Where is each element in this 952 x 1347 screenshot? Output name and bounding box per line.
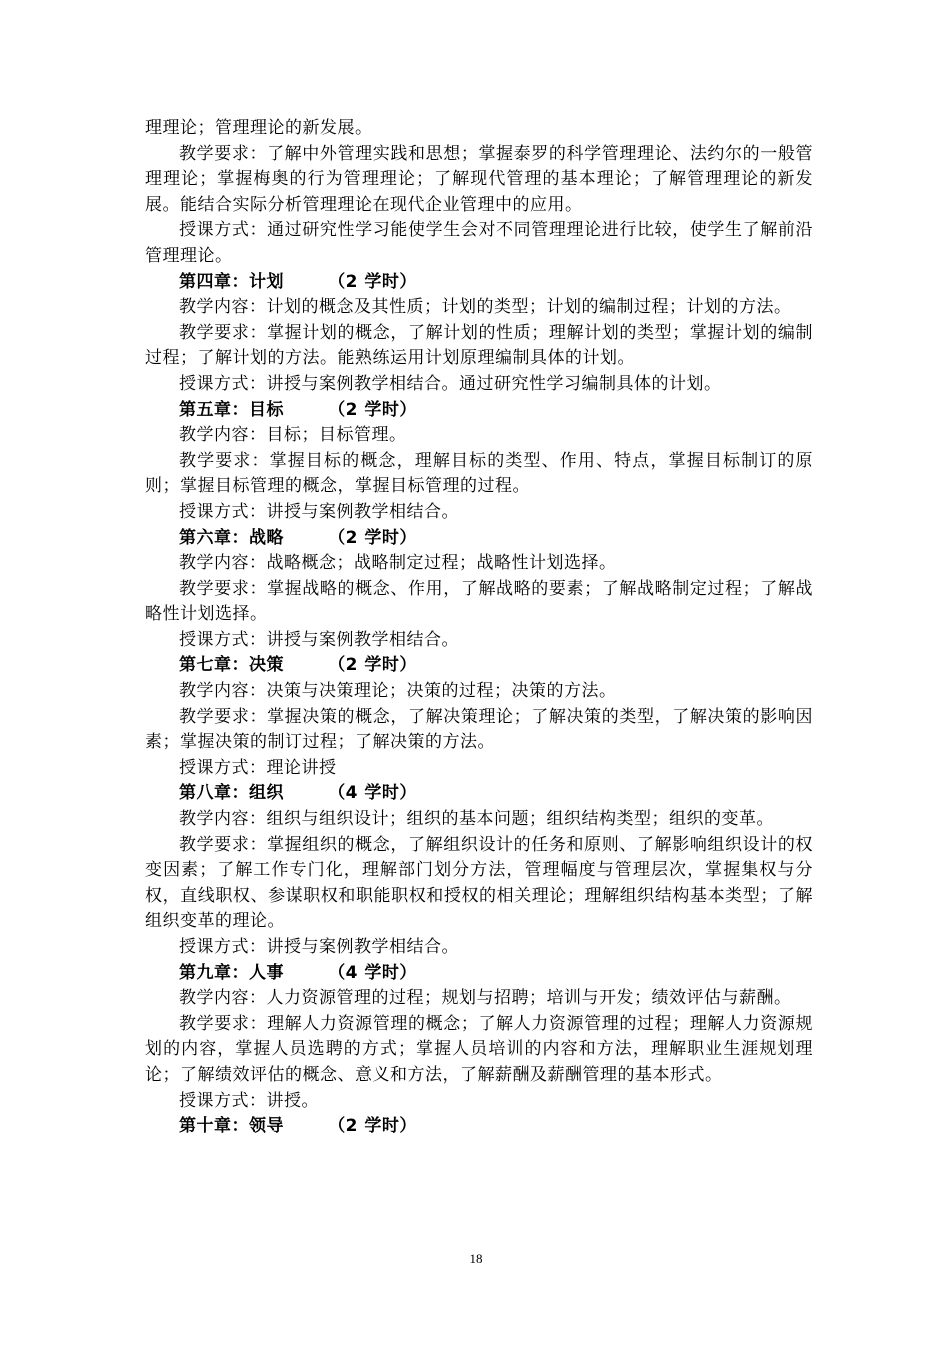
paragraph: 授课方式：讲授与案例教学相结合。 [179,501,459,522]
paragraph: 教学内容：目标；目标管理。 [179,425,407,446]
chapter-title: 第七章：决策 [179,655,284,676]
chapter-hours: （2 学时） [328,655,417,676]
chapter-heading-8 [145,781,813,807]
paragraph: 授课方式：通过研究性学习能使学生会对不同管理理论进行比较，使学生了解前沿管理理论。 [145,220,813,266]
chapter-heading-10 [145,1114,813,1140]
chapter-hours: （4 学时） [328,962,417,983]
paragraph: 教学要求：掌握目标的概念，理解目标的类型、作用、特点，掌握目标制订的原则；掌握目标管理的概念，掌握目标管理的过程。 [145,450,813,497]
chapter-hours: （2 学时） [328,271,417,292]
paragraph: 教学要求：掌握决策的概念，了解决策理论；了解决策的类型，了解决策的影响因素；掌握决策的制订过程；了解决策的方法。 [145,706,813,753]
paragraph: 教学要求：理解人力资源管理的概念；了解人力资源管理的过程；理解人力资源规划的内容，掌握人员选聘的方式；掌握人员培训的内容和方法，理解职业生涯规划理论；了解绩效评估的概念、意义和方法，了解薪酬及薪酬管理的基本形式。 [145,1013,813,1085]
chapter-heading-9 [145,961,813,987]
paragraph: 授课方式：讲授与案例教学相结合。通过研究性学习编制具体的计划。 [179,373,722,394]
chapter-hours: （2 学时） [328,399,417,420]
chapter-title: 第九章：人事 [179,962,284,983]
chapter-hours: （2 学时） [328,1116,417,1137]
paragraph: 教学要求：掌握计划的概念，了解计划的性质；理解计划的类型；掌握计划的编制过程；了解计划的方法。能熟练运用计划原理编制具体的计划。 [145,322,813,369]
paragraph: 教学内容：组织与组织设计；组织的基本问题；组织结构类型；组织的变革。 [179,809,774,830]
paragraph: 教学要求：掌握组织的概念，了解组织设计的任务和原则、了解影响组织设计的权变因素；了解工作专门化，理解部门划分方法，管理幅度与管理层次，掌握集权与分权，直线职权、参谋职权和职能职权和授权的相关理论；理解组织结构基本类型；了解组织变革的理论。 [145,834,813,932]
chapter-title: 第六章：战略 [179,527,284,548]
paragraph: 授课方式：讲授。 [179,1090,319,1111]
chapter-heading-6 [145,526,813,552]
paragraph: 授课方式：理论讲授 [179,757,337,778]
chapter-hours: （2 学时） [328,527,417,548]
document-body [145,116,813,1140]
paragraph: 教学要求：掌握战略的概念、作用，了解战略的要素；了解战略制定过程；了解战略性计划选择。 [145,578,813,625]
paragraph: 理理论；管理理论的新发展。 [145,118,373,138]
chapter-title: 第五章：目标 [179,399,284,420]
chapter-title: 第八章：组织 [179,783,284,804]
paragraph: 教学内容：决策与决策理论；决策的过程；决策的方法。 [179,681,617,702]
page-number: 18 [469,1251,483,1266]
chapter-heading-7 [145,653,813,679]
chapter-title: 第十章：领导 [179,1116,284,1137]
chapter-hours: （4 学时） [328,783,417,804]
paragraph: 教学要求：了解中外管理实践和思想；掌握泰罗的科学管理理论、法约尔的一般管理理论；掌握梅奥的行为管理理论；了解现代管理的基本理论；了解管理理论的新发展。能结合实际分析管理理论在现代企业管理中的应用。 [145,143,813,215]
paragraph: 教学内容：计划的概念及其性质；计划的类型；计划的编制过程；计划的方法。 [179,297,792,318]
paragraph: 教学内容：人力资源管理的过程；规划与招聘；培训与开发；绩效评估与薪酬。 [179,988,792,1009]
paragraph: 教学内容：战略概念；战略制定过程；战略性计划选择。 [179,553,617,574]
chapter-heading-5 [145,398,813,424]
paragraph: 授课方式：讲授与案例教学相结合。 [179,629,459,650]
paragraph: 授课方式：讲授与案例教学相结合。 [179,937,459,957]
chapter-title: 第四章：计划 [179,271,284,292]
chapter-heading-4 [145,270,813,296]
